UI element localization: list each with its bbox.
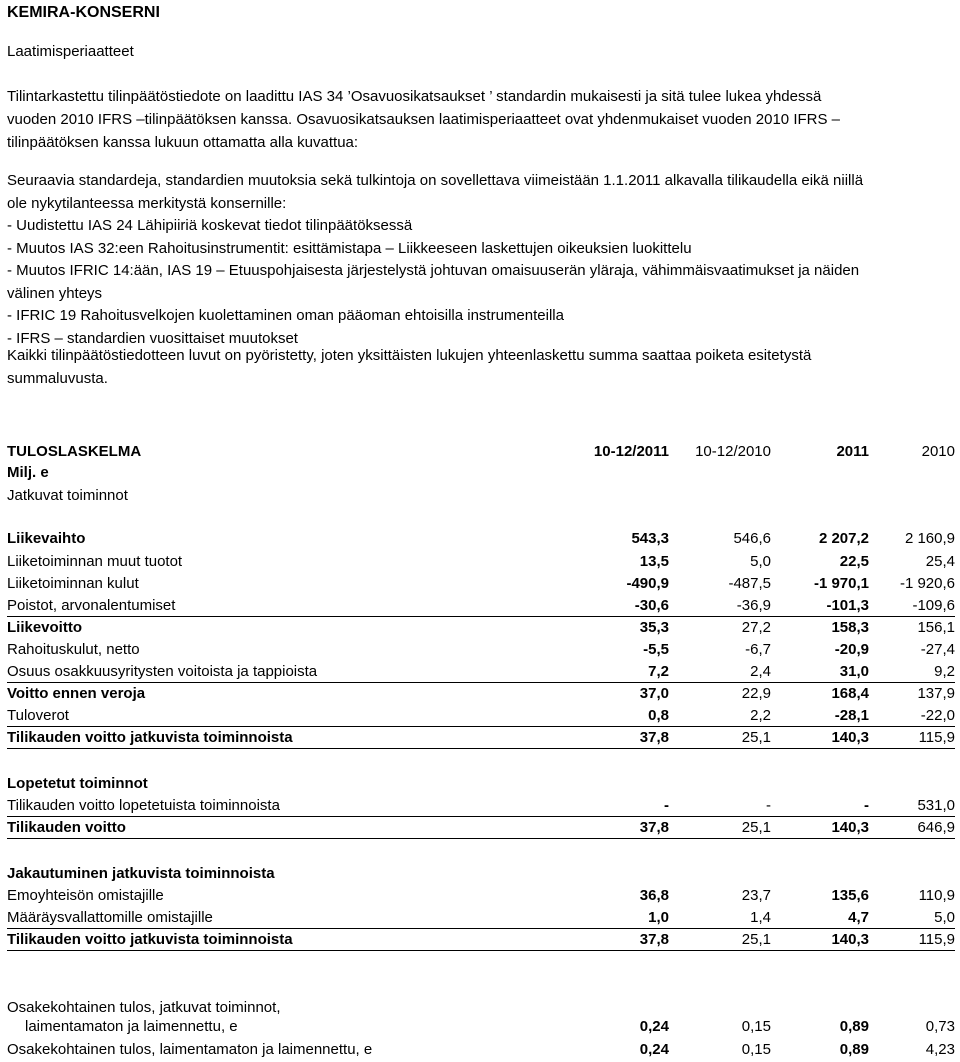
cell: -36,9: [736, 597, 771, 614]
document-title: KEMIRA-KONSERNI: [7, 4, 160, 21]
cell: 2 160,9: [904, 530, 955, 547]
row-label: Tilikauden voitto lopetetuista toiminnoista: [7, 797, 280, 814]
table-row: [7, 728, 955, 748]
cell: 135,6: [831, 887, 869, 904]
row-label: Liiketoiminnan kulut: [7, 575, 139, 592]
table-row: [7, 684, 955, 704]
table-row: [7, 1017, 955, 1037]
table-subtitle: Jatkuvat toiminnot: [7, 487, 128, 504]
cell: 4,23: [925, 1041, 955, 1058]
table-row: [7, 552, 955, 572]
standards-line: - Uudistettu IAS 24 Lähipiiriä koskevat tiedot tilinpäätöksessä: [7, 217, 413, 234]
cell: 168,4: [831, 685, 869, 702]
table-row: [7, 908, 955, 928]
cell: -109,6: [912, 597, 955, 614]
column-header-row: [7, 442, 955, 462]
row-label: Osuus osakkuusyritysten voitoista ja tappioista: [7, 663, 318, 680]
row-underline: [7, 816, 955, 817]
cell: -: [864, 797, 869, 814]
row-label: Rahoituskulut, netto: [7, 641, 140, 658]
income-statement-header: [7, 442, 955, 462]
cell: -20,9: [834, 641, 869, 658]
standards-line: - Muutos IFRIC 14:ään, IAS 19 – Etuuspohjaisesta järjestelystä johtuvan omaisuuserän yläraja, vähimmäisvaatimukset ja näiden: [7, 262, 860, 279]
intro-line: vuoden 2010 IFRS –tilinpäätöksen kanssa. Osavuosikatsauksen laatimisperiaatteet ovat yhdenmukaiset vuoden 2010 IFRS –: [7, 111, 840, 128]
cell: 546,6: [733, 530, 771, 547]
cell: 0,89: [839, 1018, 869, 1035]
standards-line: - Muutos IAS 32:een Rahoitusinstrumentit: esittämistapa – Liikkeeseen laskettujen oikeuksien luokittelu: [7, 239, 692, 257]
row-label: Voitto ennen veroja: [7, 685, 146, 702]
table-row: [7, 529, 955, 549]
cell: 2,4: [750, 663, 771, 680]
cell: 0,15: [741, 1018, 771, 1035]
table-row: [7, 796, 955, 816]
row-underline: [7, 748, 955, 749]
section-heading: Laatimisperiaatteet: [7, 43, 134, 60]
standards-line: - IFRS – standardien vuosittaiset muutokset: [7, 329, 298, 347]
cell: 5,0: [750, 553, 771, 570]
table-row: [7, 930, 955, 950]
eps-label: Osakekohtainen tulos, jatkuvat toiminnot,: [7, 999, 281, 1016]
cell: 7,2: [648, 663, 669, 680]
standards-line: - IFRIC 19 Rahoitusvelkojen kuolettaminen oman pääoman ehtoisilla instrumenteilla: [7, 307, 564, 324]
cell: 115,9: [918, 931, 955, 948]
column-header: 2011: [836, 443, 869, 460]
cell: 115,9: [918, 729, 955, 746]
cell: 37,8: [639, 931, 669, 948]
cell: 0,73: [925, 1018, 955, 1035]
cell: 543,3: [631, 530, 669, 547]
section-heading: Lopetetut toiminnot: [7, 775, 148, 792]
cell: -101,3: [826, 597, 869, 614]
cell: 35,3: [639, 619, 669, 636]
table-row: [7, 662, 955, 682]
cell: -1 920,6: [899, 575, 955, 592]
cell: 140,3: [831, 729, 869, 746]
row-label: Poistot, arvonalentumiset: [7, 597, 176, 614]
cell: 27,2: [741, 619, 771, 636]
cell: -6,7: [745, 641, 771, 658]
cell: -22,0: [920, 707, 955, 724]
row-label: Liikevoitto: [7, 619, 83, 636]
table-row: [7, 1040, 955, 1060]
cell: 140,3: [831, 819, 869, 836]
cell: 0,24: [639, 1018, 669, 1035]
standards-paragraph: [7, 170, 952, 350]
cell: 9,2: [934, 663, 955, 680]
intro-line: tilinpäätöksen kanssa lukuun ottamatta alla kuvattua:: [7, 134, 359, 151]
row-label: Osakekohtainen tulos, laimentamaton ja laimennettu, e: [7, 1041, 373, 1058]
cell: 4,7: [848, 909, 869, 926]
cell: -490,9: [626, 575, 669, 592]
column-header: 10-12/2011: [593, 443, 669, 460]
intro-line: Tilintarkastettu tilinpäätöstiedote on laadittu IAS 34 ’Osavuosikatsaukset ’ standardin mukaisesti ja sitä tulee lukea yhdessä: [7, 88, 822, 105]
cell: 156,1: [917, 619, 955, 636]
cell: -: [664, 797, 669, 814]
table-row: [7, 706, 955, 726]
cell: -: [766, 797, 771, 814]
cell: -1 970,1: [813, 575, 869, 592]
cell: -28,1: [834, 707, 869, 724]
cell: 2,2: [750, 707, 771, 724]
cell: 0,8: [648, 707, 669, 724]
row-underline: [7, 726, 955, 727]
cell: 531,0: [917, 797, 955, 814]
row-label: Tilikauden voitto jatkuvista toiminnoista: [7, 729, 293, 746]
cell: 22,9: [741, 685, 771, 702]
row-underline: [7, 838, 955, 839]
row-label: Määräysvallattomille omistajille: [7, 909, 213, 926]
row-underline: [7, 950, 955, 951]
table-row: [7, 574, 955, 594]
cell: 37,8: [639, 729, 669, 746]
table-row: [7, 596, 955, 616]
cell: 646,9: [917, 819, 955, 836]
cell: 1,4: [750, 909, 771, 926]
row-underline: [7, 616, 955, 617]
rounding-line: Kaikki tilinpäätöstiedotteen luvut on pyöristetty, joten yksittäisten lukujen yhteenlaskettu summa saattaa poiketa esitetystä: [7, 347, 812, 364]
rounding-line: summaluvusta.: [7, 370, 108, 387]
cell: 36,8: [639, 887, 669, 904]
cell: 23,7: [741, 887, 771, 904]
cell: 13,5: [639, 553, 669, 570]
row-label: Liiketoiminnan muut tuotot: [7, 553, 183, 570]
cell: -487,5: [728, 575, 771, 592]
cell: 110,9: [918, 887, 955, 904]
cell: -30,6: [634, 597, 669, 614]
standards-line: Seuraavia standardeja, standardien muutoksia sekä tulkintoja on sovellettava viimeistään 1.1.2011 alkavalla tilikaudella eikä niillä: [7, 172, 864, 189]
row-label: Tuloverot: [7, 707, 69, 724]
cell: 2 207,2: [818, 530, 869, 547]
cell: 158,3: [831, 619, 869, 636]
row-label: Tilikauden voitto jatkuvista toiminnoista: [7, 931, 293, 948]
cell: 31,0: [839, 663, 869, 680]
table-row: [7, 818, 955, 838]
cell: -27,4: [920, 641, 955, 658]
cell: 37,8: [639, 819, 669, 836]
cell: 0,89: [839, 1041, 869, 1058]
rounding-note: [7, 344, 952, 390]
cell: 37,0: [639, 685, 669, 702]
table-row: [7, 618, 955, 638]
cell: 1,0: [648, 909, 669, 926]
cell: 137,9: [917, 685, 955, 702]
row-label: Tilikauden voitto: [7, 819, 126, 836]
row-label: laimentamaton ja laimennettu, e: [25, 1018, 238, 1035]
cell: 140,3: [831, 931, 869, 948]
column-header: 2010: [921, 443, 955, 460]
cell: 0,15: [741, 1041, 771, 1058]
row-underline: [7, 682, 955, 683]
column-header: 10-12/2010: [695, 443, 771, 460]
intro-paragraph: [7, 85, 952, 154]
standards-line: ole nykytilanteessa merkitystä konsernille:: [7, 194, 287, 212]
cell: 22,5: [839, 553, 869, 570]
cell: 25,4: [925, 553, 955, 570]
row-label: Liikevaihto: [7, 530, 86, 547]
cell: 25,1: [741, 931, 771, 948]
standards-line: välinen yhteys: [7, 284, 103, 302]
cell: 25,1: [741, 819, 771, 836]
table-row: [7, 886, 955, 906]
row-underline: [7, 928, 955, 929]
cell: 0,24: [639, 1041, 669, 1058]
cell: 25,1: [741, 729, 771, 746]
table-title: TULOSLASKELMA: [7, 443, 142, 460]
row-label: Emoyhteisön omistajille: [7, 887, 164, 904]
table-row: [7, 640, 955, 660]
cell: -5,5: [643, 641, 669, 658]
unit-label: Milj. e: [7, 464, 49, 481]
cell: 5,0: [934, 909, 955, 926]
section-heading: Jakautuminen jatkuvista toiminnoista: [7, 865, 275, 882]
